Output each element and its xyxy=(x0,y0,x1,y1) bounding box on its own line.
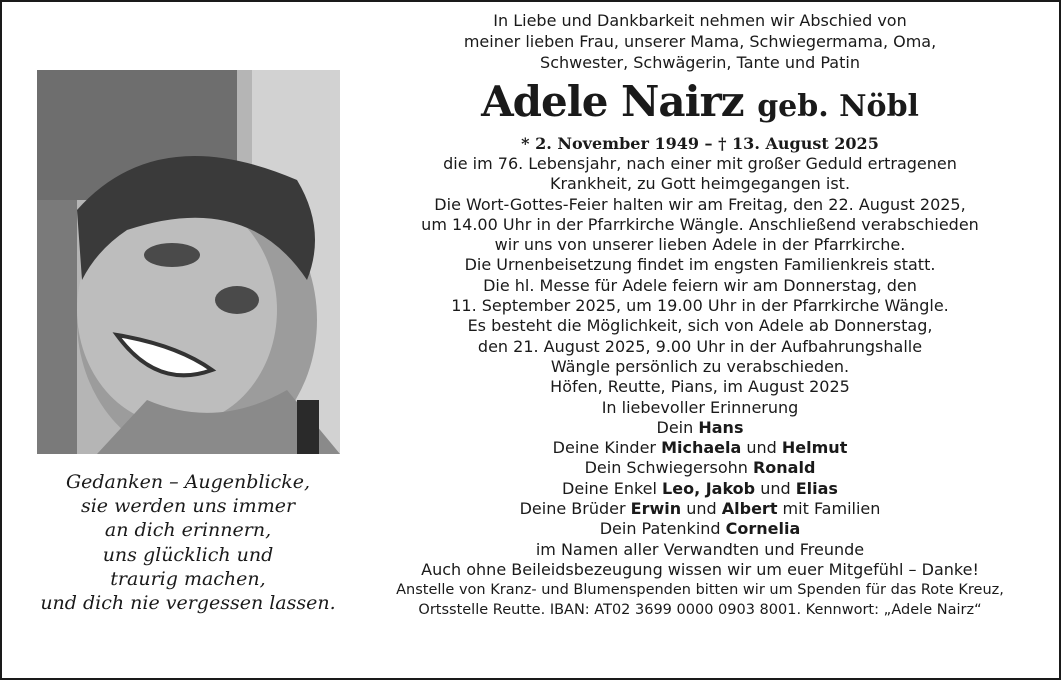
donation-line: Anstelle von Kranz- und Blumenspenden bitten wir um Spenden für das Rote Kreuz, xyxy=(396,582,1004,599)
poem-line: sie werden uns immer xyxy=(80,495,296,518)
mourner-husband: Dein Hans xyxy=(656,417,744,437)
thanks-line: Auch ohne Beileidsbezeugung wissen wir um euer Mitgefühl – Danke! xyxy=(421,559,979,579)
poem-line: an dich erinnern, xyxy=(104,519,272,542)
mourner-soninlaw: Dein Schwiegersohn Ronald xyxy=(584,458,816,478)
text-line: Die Wort-Gottes-Feier halten wir am Freitag, den 22. August 2025, xyxy=(434,194,966,214)
obituary-text xyxy=(380,10,1020,620)
mourner-godchild: Dein Patenkind Cornelia xyxy=(599,519,801,539)
text-line: 11. September 2025, um 19.00 Uhr in der Pfarrkirche Wängle. xyxy=(451,296,949,316)
text-line: Es besteht die Möglichkeit, sich von Adele ab Donnerstag, xyxy=(467,316,933,336)
text-line: den 21. August 2025, 9.00 Uhr in der Aufbahrungshalle xyxy=(477,336,923,356)
text-line: Die Urnenbeisetzung findet im engsten Familienkreis statt. xyxy=(464,255,936,275)
poem-line: und dich nie vergessen lassen. xyxy=(40,592,336,615)
text-line: um 14.00 Uhr in der Pfarrkirche Wängle. Anschließend verabschieden xyxy=(421,214,979,234)
text-line: wir uns von unserer lieben Adele in der Pfarrkirche. xyxy=(494,235,906,255)
poem-line: Gedanken – Augenblicke, xyxy=(65,471,311,493)
text-line: Krankheit, zu Gott heimgegangen ist. xyxy=(549,174,851,194)
text-line: Wängle persönlich zu verabschieden. xyxy=(550,356,850,376)
maiden-name: geb. Nöbl xyxy=(757,89,919,124)
poem-line: uns glücklich und xyxy=(102,543,274,566)
intro-line: meiner lieben Frau, unserer Mama, Schwiegermama, Oma, xyxy=(463,32,937,51)
mourner-brothers: Deine Brüder Erwin und Albert mit Familien xyxy=(519,499,881,519)
intro-line: In Liebe und Dankbarkeit nehmen wir Abschied von xyxy=(493,11,907,30)
donation-line: Ortsstelle Reutte. IBAN: AT02 3699 0000 0903 8001. Kennwort: „Adele Nairz“ xyxy=(418,602,982,619)
life-dates: * 2. November 1949 – † 13. August 2025 xyxy=(521,134,879,153)
body-text xyxy=(380,154,1020,580)
intro-line: Schwester, Schwägerin, Tante und Patin xyxy=(540,53,860,72)
intro xyxy=(380,10,1020,73)
poem-line: traurig machen, xyxy=(110,567,266,590)
poem xyxy=(22,470,354,615)
mourner-relatives: im Namen aller Verwandten und Freunde xyxy=(535,539,865,559)
text-line: die im 76. Lebensjahr, nach einer mit großer Geduld ertragenen xyxy=(443,154,957,173)
mourner-children: Deine Kinder Michaela und Helmut xyxy=(552,438,848,458)
donation-note xyxy=(380,580,1020,620)
deceased-name xyxy=(380,75,1020,134)
text-line: Die hl. Messe für Adele feiern wir am Donnerstag, den xyxy=(483,275,917,295)
text-line: In liebevoller Erinnerung xyxy=(601,397,799,417)
full-name: Adele Nairz xyxy=(481,77,744,126)
portrait-photo xyxy=(37,70,340,454)
mourner-grandchildren: Deine Enkel Leo, Jakob und Elias xyxy=(562,478,838,498)
text-line: Höfen, Reutte, Pians, im August 2025 xyxy=(550,377,850,397)
